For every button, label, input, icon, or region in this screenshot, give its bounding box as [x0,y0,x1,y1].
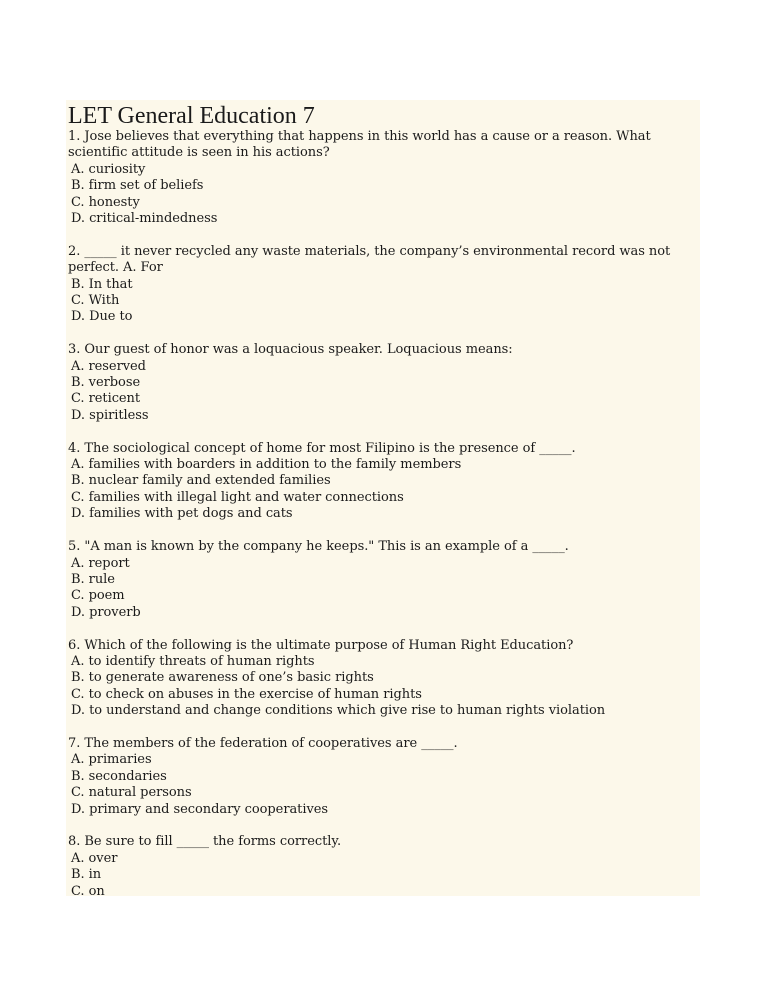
question-stem: 2. _____ it never recycled any waste materials, the company’s environmental record was not perfect. A. For [68,243,671,276]
answer-option: C. to check on abuses in the exercise of human rights [71,686,422,702]
question-block [66,638,700,736]
answer-option: D. spiritless [71,407,149,423]
question-stem: 3. Our guest of honor was a loquacious speaker. Loquacious means: [68,342,513,358]
content-panel [66,100,700,896]
question-block [66,441,700,539]
answer-option: B. rule [71,571,115,587]
answer-option: C. honesty [71,194,140,210]
answer-option: B. firm set of beliefs [71,178,204,194]
question-block [66,834,700,896]
question-list [66,129,700,896]
answer-option: C. on [71,883,105,896]
question-block [66,244,700,342]
answer-option: B. In that [71,276,133,292]
answer-option: B. secondaries [71,768,167,784]
question-spacer [66,523,700,539]
question-spacer [66,818,700,834]
question-block [66,129,700,244]
answer-option: D. Due to [71,309,133,325]
answer-option: A. over [71,850,118,866]
answer-option: B. nuclear family and extended families [71,473,331,489]
question-block [66,342,700,440]
question-block [66,539,700,637]
question-stem: 7. The members of the federation of cooperatives are _____. [68,735,458,751]
answer-option: A. curiosity [71,161,146,177]
question-stem: 4. The sociological concept of home for most Filipino is the presence of _____. [68,440,576,456]
answer-option: B. in [71,867,102,883]
answer-option: C. With [71,293,120,309]
answer-option: D. proverb [71,604,141,620]
answer-option: A. reserved [71,358,146,374]
question-spacer [66,621,700,637]
question-spacer [66,424,700,440]
answer-option: C. natural persons [71,785,192,801]
answer-option: C. families with illegal light and water connections [71,489,404,505]
answer-option: D. critical-mindedness [71,211,218,227]
answer-option: A. primaries [71,752,152,768]
question-block [66,736,700,834]
question-stem: 6. Which of the following is the ultimate purpose of Human Right Education? [68,637,574,653]
answer-option: D. primary and secondary cooperatives [71,801,329,817]
answer-option: C. reticent [71,391,141,407]
question-spacer [66,720,700,736]
answer-option: B. verbose [71,375,141,391]
answer-option: A. families with boarders in addition to the family members [71,457,462,473]
question-stem: 8. Be sure to fill _____ the forms correctly. [68,834,342,850]
answer-option: C. poem [71,588,125,604]
question-stem: 1. Jose believes that everything that happens in this world has a cause or a reason. What scientific attitude is seen in his actions? [68,129,651,161]
answer-option: A. report [71,555,130,571]
question-spacer [66,227,700,243]
answer-option: D. families with pet dogs and cats [71,506,293,522]
answer-option: B. to generate awareness of one’s basic rights [71,670,374,686]
question-stem: 5. "A man is known by the company he keeps." This is an example of a _____. [68,539,569,555]
answer-option: A. to identify threats of human rights [71,653,315,669]
question-spacer [66,326,700,342]
document-title: LET General Education 7 [68,103,315,129]
answer-option: D. to understand and change conditions which give rise to human rights violation [71,703,606,719]
